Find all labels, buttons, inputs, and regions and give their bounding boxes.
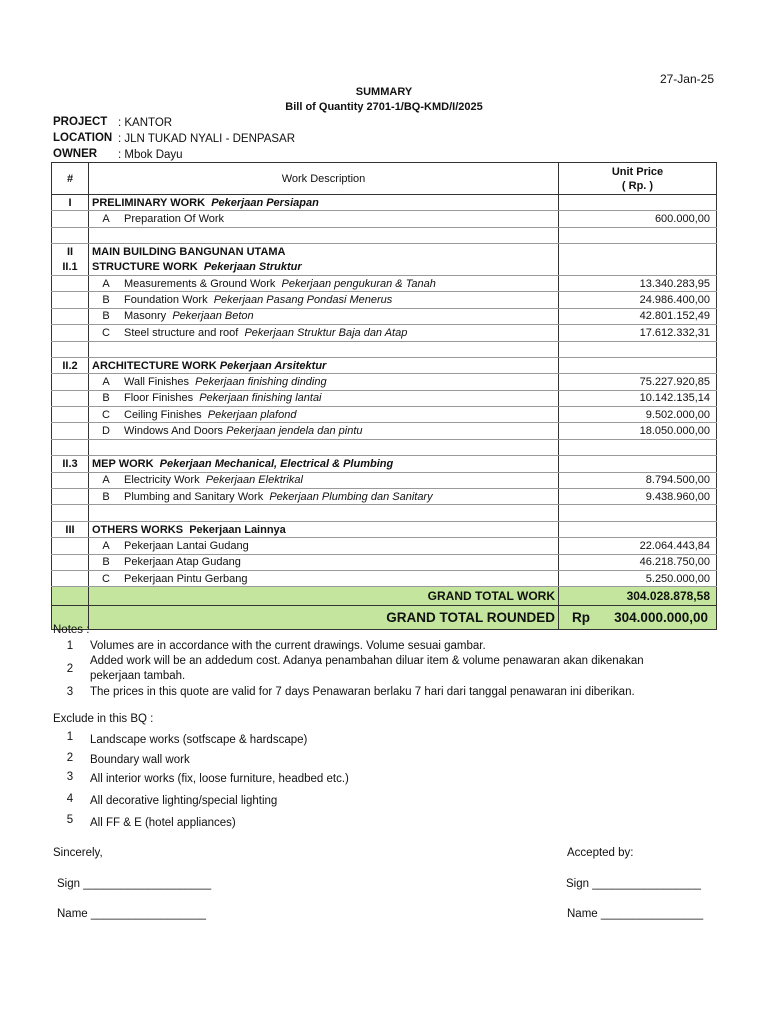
bq-table [51,162,717,630]
table-row: B Foundation Work Pekerjaan Pasang Pondasi Menerus 24.986.400,00 [52,292,717,308]
spacer-row [52,227,717,243]
spacer-row [52,341,717,357]
exclude-number: 1 [66,731,74,743]
exclude-number: 4 [66,793,74,805]
sincerely-label: Sincerely, [53,847,103,859]
table-row: B Pekerjaan Atap Gudang 46.218.750,00 [52,554,717,570]
table-row: D Windows And Doors Pekerjaan jendela dan pintu 18.050.000,00 [52,423,717,439]
grand-total-value: 304.028.878,58 [559,587,717,606]
table-row: A Pekerjaan Lantai Gudang 22.064.443,84 [52,538,717,554]
section-row: II MAIN BUILDING BANGUNAN UTAMA [52,244,717,260]
table-row: B Floor Finishes Pekerjaan finishing lantai 10.142.135,14 [52,390,717,406]
table-row: A Measurements & Ground Work Pekerjaan pengukuran & Tanah 13.340.283,95 [52,275,717,291]
exclude-item: All FF & E (hotel appliances) [90,817,236,829]
notes-heading: Notes : [53,624,90,636]
exclude-heading: Exclude in this BQ : [53,713,154,725]
exclude-item: All interior works (fix, loose furniture, headbed etc.) [90,773,349,785]
project-label: PROJECT [53,116,108,128]
exclude-number: 3 [66,771,74,783]
exclude-item: Landscape works (sotfscape & hardscape) [90,734,308,746]
col-desc-header: Work Description [89,163,559,195]
spacer-row [52,505,717,521]
spacer-row [52,439,717,455]
grand-rounded-row [52,606,717,630]
grand-total-row [52,587,717,606]
document-date: 27-Jan-25 [659,72,714,86]
note-text: Added work will be an addedum cost. Adanya penambahan diluar item & volume penawaran akan dikenakan [90,655,644,667]
right-name-line[interactable]: Name ________________ [567,908,704,920]
note-text: The prices in this quote are valid for 7 days Penawaran berlaku 7 hari dari tanggal penawaran ini diberikan. [90,686,635,698]
section-row: II.3 MEP WORK Pekerjaan Mechanical, Electrical & Plumbing [52,456,717,472]
col-price-header: Unit Price ( Rp. ) [559,163,717,195]
currency-label: Rp [572,609,590,625]
grand-total-label: GRAND TOTAL WORK [89,587,559,606]
project-value: : KANTOR [118,117,173,129]
table-row: A Wall Finishes Pekerjaan finishing dinding 75.227.920,85 [52,374,717,390]
table-row: B Plumbing and Sanitary Work Pekerjaan Plumbing dan Sanitary 9.438.960,00 [52,489,717,505]
table-row: A Preparation Of Work 600.000,00 [52,211,717,227]
location-label: LOCATION [53,132,113,144]
table-row: C Steel structure and roof Pekerjaan Struktur Baja dan Atap 17.612.332,31 [52,325,717,341]
owner-label: OWNER [53,148,98,160]
right-sign-line[interactable]: Sign _________________ [566,878,701,890]
note-text: Volumes are in accordance with the current drawings. Volume sesuai gambar. [90,640,486,652]
left-name-line[interactable]: Name __________________ [57,908,206,920]
note-number: 2 [66,663,74,675]
exclude-item: Boundary wall work [90,754,190,766]
accepted-by-label: Accepted by: [567,847,634,859]
exclude-number: 5 [66,814,74,826]
document-subtitle: Bill of Quantity 2701-1/BQ-KMD/I/2025 [285,101,483,113]
document-title: SUMMARY [355,86,413,98]
note-number: 3 [66,686,74,698]
section-row: I PRELIMINARY WORK Pekerjaan Persiapan [52,195,717,211]
note-text-continued: pekerjaan tambah. [90,670,186,682]
table-header [52,163,717,195]
owner-value: : Mbok Dayu [118,149,183,161]
grand-rounded-label: GRAND TOTAL ROUNDED [89,606,559,630]
note-number: 1 [66,640,74,652]
section-row: III OTHERS WORKS Pekerjaan Lainnya [52,521,717,537]
table-row: C Ceiling Finishes Pekerjaan plafond 9.502.000,00 [52,407,717,423]
exclude-number: 2 [66,752,74,764]
location-value: : JLN TUKAD NYALI - DENPASAR [118,133,296,145]
table-row: B Masonry Pekerjaan Beton 42.801.152,49 [52,308,717,324]
section-row: II.1 STRUCTURE WORK Pekerjaan Struktur [52,260,717,276]
section-row: II.2 ARCHITECTURE WORK Pekerjaan Arsitektur [52,357,717,373]
grand-rounded-value: 304.000.000,00 [614,609,708,625]
table-row: C Pekerjaan Pintu Gerbang 5.250.000,00 [52,570,717,586]
table-row: A Electricity Work Pekerjaan Elektrikal 8.794.500,00 [52,472,717,488]
col-no-header: # [52,163,89,195]
left-sign-line[interactable]: Sign ____________________ [57,878,212,890]
exclude-item: All decorative lighting/special lighting [90,795,278,807]
